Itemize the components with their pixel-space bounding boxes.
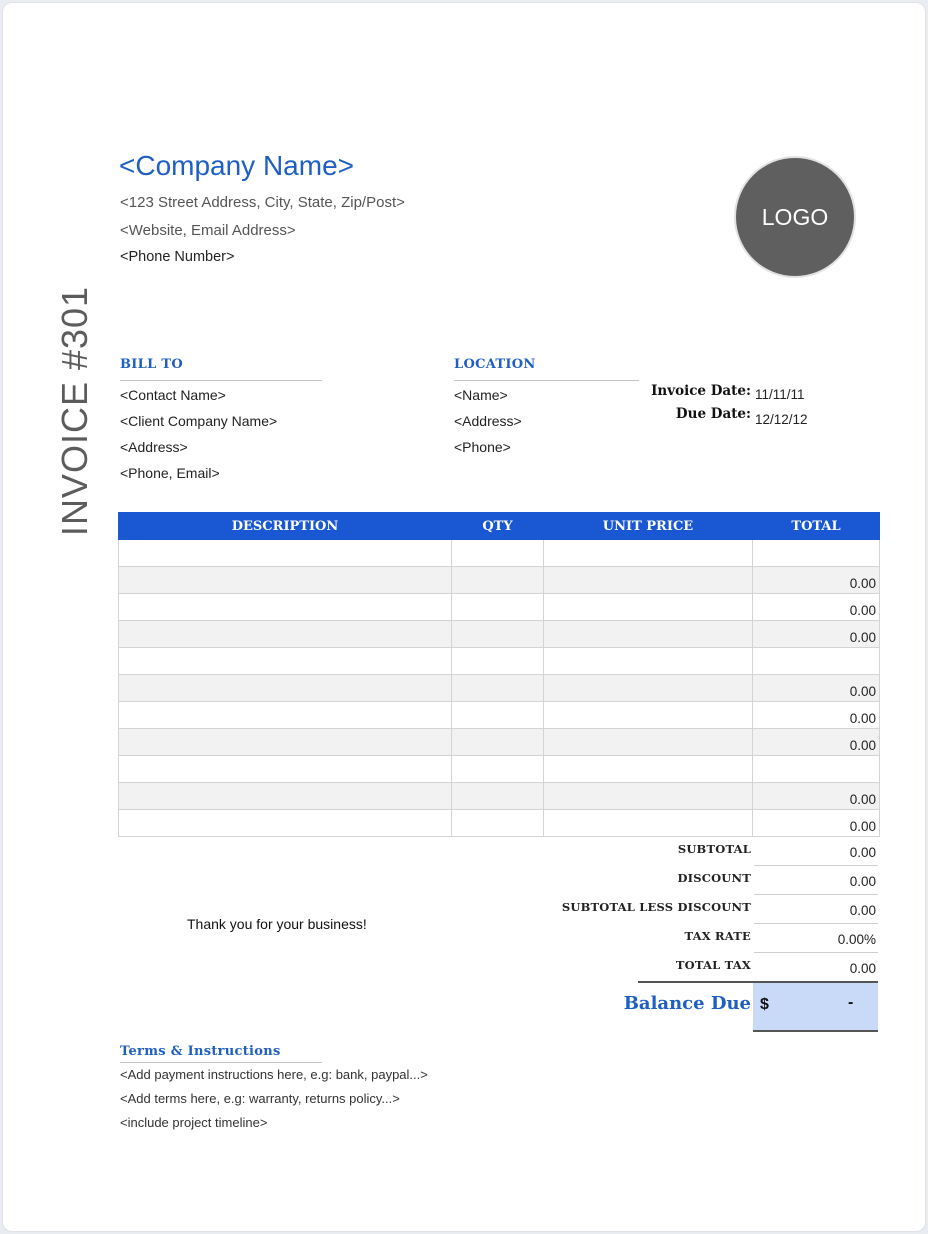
logo-text: LOGO	[761, 203, 829, 230]
qty-cell[interactable]	[452, 621, 544, 648]
summary-rule	[754, 865, 878, 866]
balance-due-box	[753, 983, 878, 1032]
total-cell: 0.00	[753, 621, 880, 648]
unit-price-cell[interactable]	[544, 702, 753, 729]
description-cell[interactable]	[119, 675, 452, 702]
total-cell	[753, 756, 880, 783]
bill-to-contact: <Contact Name>	[120, 387, 226, 403]
total-cell: 0.00	[753, 729, 880, 756]
location-address: <Address>	[454, 413, 522, 429]
total-cell	[753, 540, 880, 567]
qty-cell[interactable]	[452, 729, 544, 756]
total-tax-value: 0.00	[849, 961, 876, 976]
qty-cell[interactable]	[452, 594, 544, 621]
thank-you-message: Thank you for your business!	[187, 916, 367, 932]
description-cell[interactable]	[119, 567, 452, 594]
discount-value[interactable]: 0.00	[849, 874, 876, 889]
subtotal-label: SUBTOTAL	[677, 842, 751, 856]
bill-to-heading: BILL TO	[120, 357, 183, 372]
total-cell: 0.00	[753, 702, 880, 729]
unit-price-cell[interactable]	[544, 540, 753, 567]
qty-cell[interactable]	[452, 810, 544, 837]
header-description: DESCRIPTION	[119, 513, 452, 540]
terms-rule	[120, 1062, 322, 1063]
company-web-email: <Website, Email Address>	[120, 222, 296, 239]
terms-timeline-line: <include project timeline>	[120, 1115, 268, 1130]
bill-to-company: <Client Company Name>	[120, 413, 278, 429]
unit-price-cell[interactable]	[544, 675, 753, 702]
table-row	[119, 810, 880, 837]
invoice-number-title: INVOICE #301	[54, 285, 95, 537]
subtotal-less-discount-value: 0.00	[849, 903, 876, 918]
description-cell[interactable]	[119, 621, 452, 648]
header-total: TOTAL	[753, 513, 880, 540]
bill-to-rule	[120, 380, 322, 381]
total-cell: 0.00	[753, 783, 880, 810]
qty-cell[interactable]	[452, 540, 544, 567]
qty-cell[interactable]	[452, 567, 544, 594]
unit-price-cell[interactable]	[544, 648, 753, 675]
location-heading: LOCATION	[454, 357, 536, 372]
terms-heading: Terms & Instructions	[120, 1044, 281, 1059]
total-cell: 0.00	[753, 594, 880, 621]
subtotal-less-discount-label: SUBTOTAL LESS DISCOUNT	[561, 900, 751, 914]
table-header-row	[119, 513, 880, 540]
summary-rule	[754, 952, 878, 953]
header-qty: QTY	[452, 513, 544, 540]
qty-cell[interactable]	[452, 702, 544, 729]
table-row	[119, 621, 880, 648]
total-tax-label: TOTAL TAX	[675, 958, 751, 972]
subtotal-value: 0.00	[849, 845, 876, 860]
bill-to-address: <Address>	[120, 439, 188, 455]
balance-due-label: Balance Due	[623, 993, 751, 1014]
terms-payment-line: <Add payment instructions here, e.g: bank, paypal...>	[120, 1067, 428, 1082]
table-row	[119, 729, 880, 756]
unit-price-cell[interactable]	[544, 567, 753, 594]
due-date-label: Due Date:	[675, 406, 751, 422]
unit-price-cell[interactable]	[544, 729, 753, 756]
table-row	[119, 567, 880, 594]
tax-rate-value[interactable]: 0.00%	[837, 932, 876, 947]
total-cell: 0.00	[753, 810, 880, 837]
summary-rule	[754, 894, 878, 895]
company-phone: <Phone Number>	[120, 249, 235, 265]
invoice-date-value: 11/11/11	[755, 387, 805, 402]
due-date-value: 12/12/12	[755, 412, 808, 427]
total-cell: 0.00	[753, 567, 880, 594]
unit-price-cell[interactable]	[544, 783, 753, 810]
table-row	[119, 540, 880, 567]
line-items-table	[118, 512, 880, 837]
logo-placeholder	[734, 156, 856, 278]
qty-cell[interactable]	[452, 648, 544, 675]
unit-price-cell[interactable]	[544, 810, 753, 837]
location-name: <Name>	[454, 387, 508, 403]
balance-currency: $	[760, 996, 769, 1013]
location-rule	[454, 380, 639, 381]
total-cell	[753, 648, 880, 675]
terms-policy-line: <Add terms here, e.g: warranty, returns policy...>	[120, 1091, 400, 1106]
bill-to-phone-email: <Phone, Email>	[120, 465, 220, 481]
description-cell[interactable]	[119, 702, 452, 729]
qty-cell[interactable]	[452, 756, 544, 783]
discount-label: DISCOUNT	[677, 871, 751, 885]
table-row	[119, 783, 880, 810]
table-row	[119, 756, 880, 783]
description-cell[interactable]	[119, 783, 452, 810]
table-row	[119, 648, 880, 675]
description-cell[interactable]	[119, 729, 452, 756]
tax-rate-label: TAX RATE	[684, 929, 751, 943]
summary-rule	[754, 923, 878, 924]
description-cell[interactable]	[119, 648, 452, 675]
unit-price-cell[interactable]	[544, 594, 753, 621]
total-cell: 0.00	[753, 675, 880, 702]
description-cell[interactable]	[119, 594, 452, 621]
description-cell[interactable]	[119, 540, 452, 567]
invoice-date-label: Invoice Date:	[651, 383, 751, 399]
qty-cell[interactable]	[452, 783, 544, 810]
balance-due-value: -	[848, 994, 854, 1011]
description-cell[interactable]	[119, 756, 452, 783]
qty-cell[interactable]	[452, 675, 544, 702]
table-row	[119, 675, 880, 702]
table-row	[119, 702, 880, 729]
table-row	[119, 594, 880, 621]
unit-price-cell[interactable]	[544, 621, 753, 648]
company-name: <Company Name>	[119, 150, 355, 181]
description-cell[interactable]	[119, 810, 452, 837]
location-phone: <Phone>	[454, 439, 511, 455]
header-unit-price: UNIT PRICE	[544, 513, 753, 540]
unit-price-cell[interactable]	[544, 756, 753, 783]
company-address: <123 Street Address, City, State, Zip/Post>	[120, 194, 405, 211]
invoice-page	[2, 2, 926, 1232]
